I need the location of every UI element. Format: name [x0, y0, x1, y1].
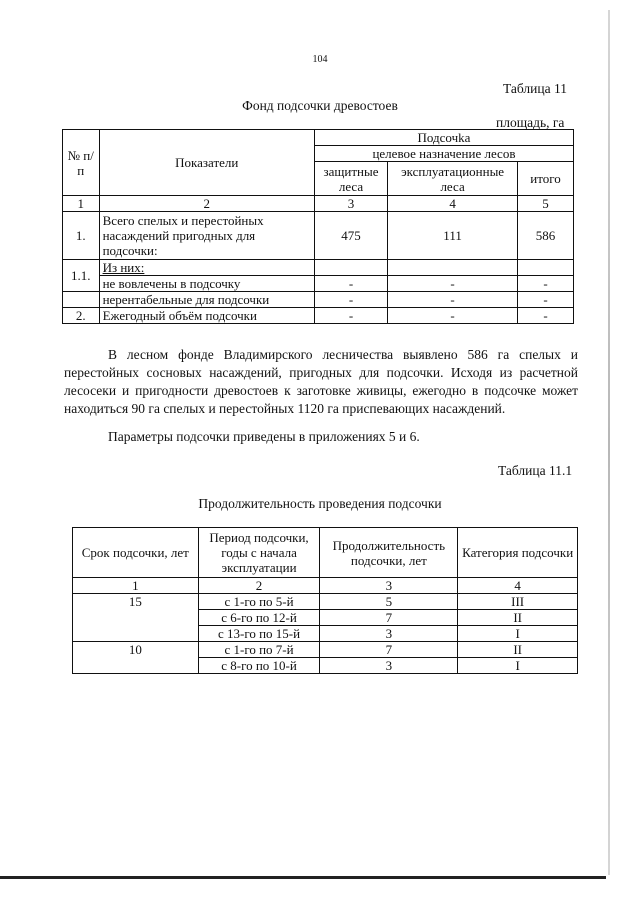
table11-1	[72, 527, 578, 674]
table-row	[63, 308, 574, 324]
cell-exploitation: -	[388, 308, 518, 324]
header-protective: защитные леса	[314, 162, 387, 196]
col-number: 2	[198, 578, 320, 594]
table-row	[63, 276, 574, 292]
row-label: не вовлечены в подсочку	[99, 276, 314, 292]
cell-period: с 6-го по 12-й	[198, 610, 320, 626]
cell-period: с 1-го по 5-й	[198, 594, 320, 610]
col-number: 3	[314, 196, 387, 212]
cell-protective	[314, 260, 387, 276]
table11-1-label: Таблица 11.1	[498, 463, 573, 478]
table11-1-title: Продолжительность проведения подсочки	[198, 496, 442, 511]
cell-duration: 3	[320, 658, 458, 674]
row-num	[63, 292, 100, 308]
paragraph-forest-fund: В лесном фонде Владимирского лесничества выявлено 586 га спелых и перестойных сосновых насаждений, пригодных для подсочки. Исходя из расчетной лесосеки и пригодности древостоев к заготовке живицы, ежегодно в подсочке может находиться 90 га спелых и перестойных 1120 га приспевающих насаждений.	[64, 347, 578, 416]
table11-label: Таблица 11	[503, 81, 567, 96]
cell-period: с 1-го по 7-й	[198, 642, 320, 658]
table-row	[73, 594, 578, 610]
cell-category: II	[458, 642, 578, 658]
header-term: Срок подсочки, лет	[73, 528, 199, 578]
cell-term: 10	[73, 642, 199, 674]
cell-duration: 3	[320, 626, 458, 642]
header-purpose: целевое назначение лесов	[314, 146, 573, 162]
cell-protective: -	[314, 276, 387, 292]
table-row	[63, 292, 574, 308]
header-num: № п/п	[63, 130, 100, 196]
header-podsochka: Подсочka	[314, 130, 573, 146]
cell-category: III	[458, 594, 578, 610]
cell-total: 586	[518, 212, 574, 260]
scan-bottom-line	[0, 876, 606, 879]
header-category: Категория подсочки	[458, 528, 578, 578]
row-label: Всего спелых и перестойных насаждений пригодных для подсочки:	[99, 212, 314, 260]
header-indicators: Показатели	[99, 130, 314, 196]
row-label: Ежегодный объём подсочки	[99, 308, 314, 324]
col-number: 2	[99, 196, 314, 212]
col-number: 4	[458, 578, 578, 594]
scan-edge-line	[608, 10, 610, 875]
cell-total	[518, 260, 574, 276]
row-label: Из них:	[99, 260, 314, 276]
cell-period: с 13-го по 15-й	[198, 626, 320, 642]
cell-protective: -	[314, 292, 387, 308]
table11-unit: площадь, га	[496, 115, 565, 130]
page-number: 104	[312, 54, 328, 65]
table11-title: Фонд подсочки древостоев	[242, 98, 398, 113]
cell-exploitation: 111	[388, 212, 518, 260]
row-label: нерентабельные для подсочки	[99, 292, 314, 308]
cell-total: -	[518, 276, 574, 292]
table11	[62, 129, 574, 324]
cell-protective: -	[314, 308, 387, 324]
paragraph-parameters: Параметры подсочки приведены в приложениях 5 и 6.	[108, 429, 420, 444]
table-row	[73, 642, 578, 658]
header-total: итого	[518, 162, 574, 196]
cell-exploitation	[388, 260, 518, 276]
cell-total: -	[518, 308, 574, 324]
header-duration: Продолжительность подсочки, лет	[320, 528, 458, 578]
col-number: 4	[388, 196, 518, 212]
cell-duration: 7	[320, 610, 458, 626]
cell-category: I	[458, 658, 578, 674]
header-exploitation: эксплуатационные леса	[388, 162, 518, 196]
cell-duration: 7	[320, 642, 458, 658]
table-row	[63, 260, 574, 276]
row-num: 2.	[63, 308, 100, 324]
table-row	[63, 212, 574, 260]
row-num: 1.	[63, 212, 100, 260]
header-period: Период подсочки, годы с начала эксплуатации	[198, 528, 320, 578]
cell-protective: 475	[314, 212, 387, 260]
col-number: 1	[73, 578, 199, 594]
cell-category: II	[458, 610, 578, 626]
cell-term: 15	[73, 594, 199, 642]
cell-exploitation: -	[388, 276, 518, 292]
cell-category: I	[458, 626, 578, 642]
cell-period: с 8-го по 10-й	[198, 658, 320, 674]
col-number: 3	[320, 578, 458, 594]
cell-duration: 5	[320, 594, 458, 610]
col-number: 1	[63, 196, 100, 212]
cell-total: -	[518, 292, 574, 308]
row-num: 1.1.	[63, 260, 100, 292]
cell-exploitation: -	[388, 292, 518, 308]
col-number: 5	[518, 196, 574, 212]
